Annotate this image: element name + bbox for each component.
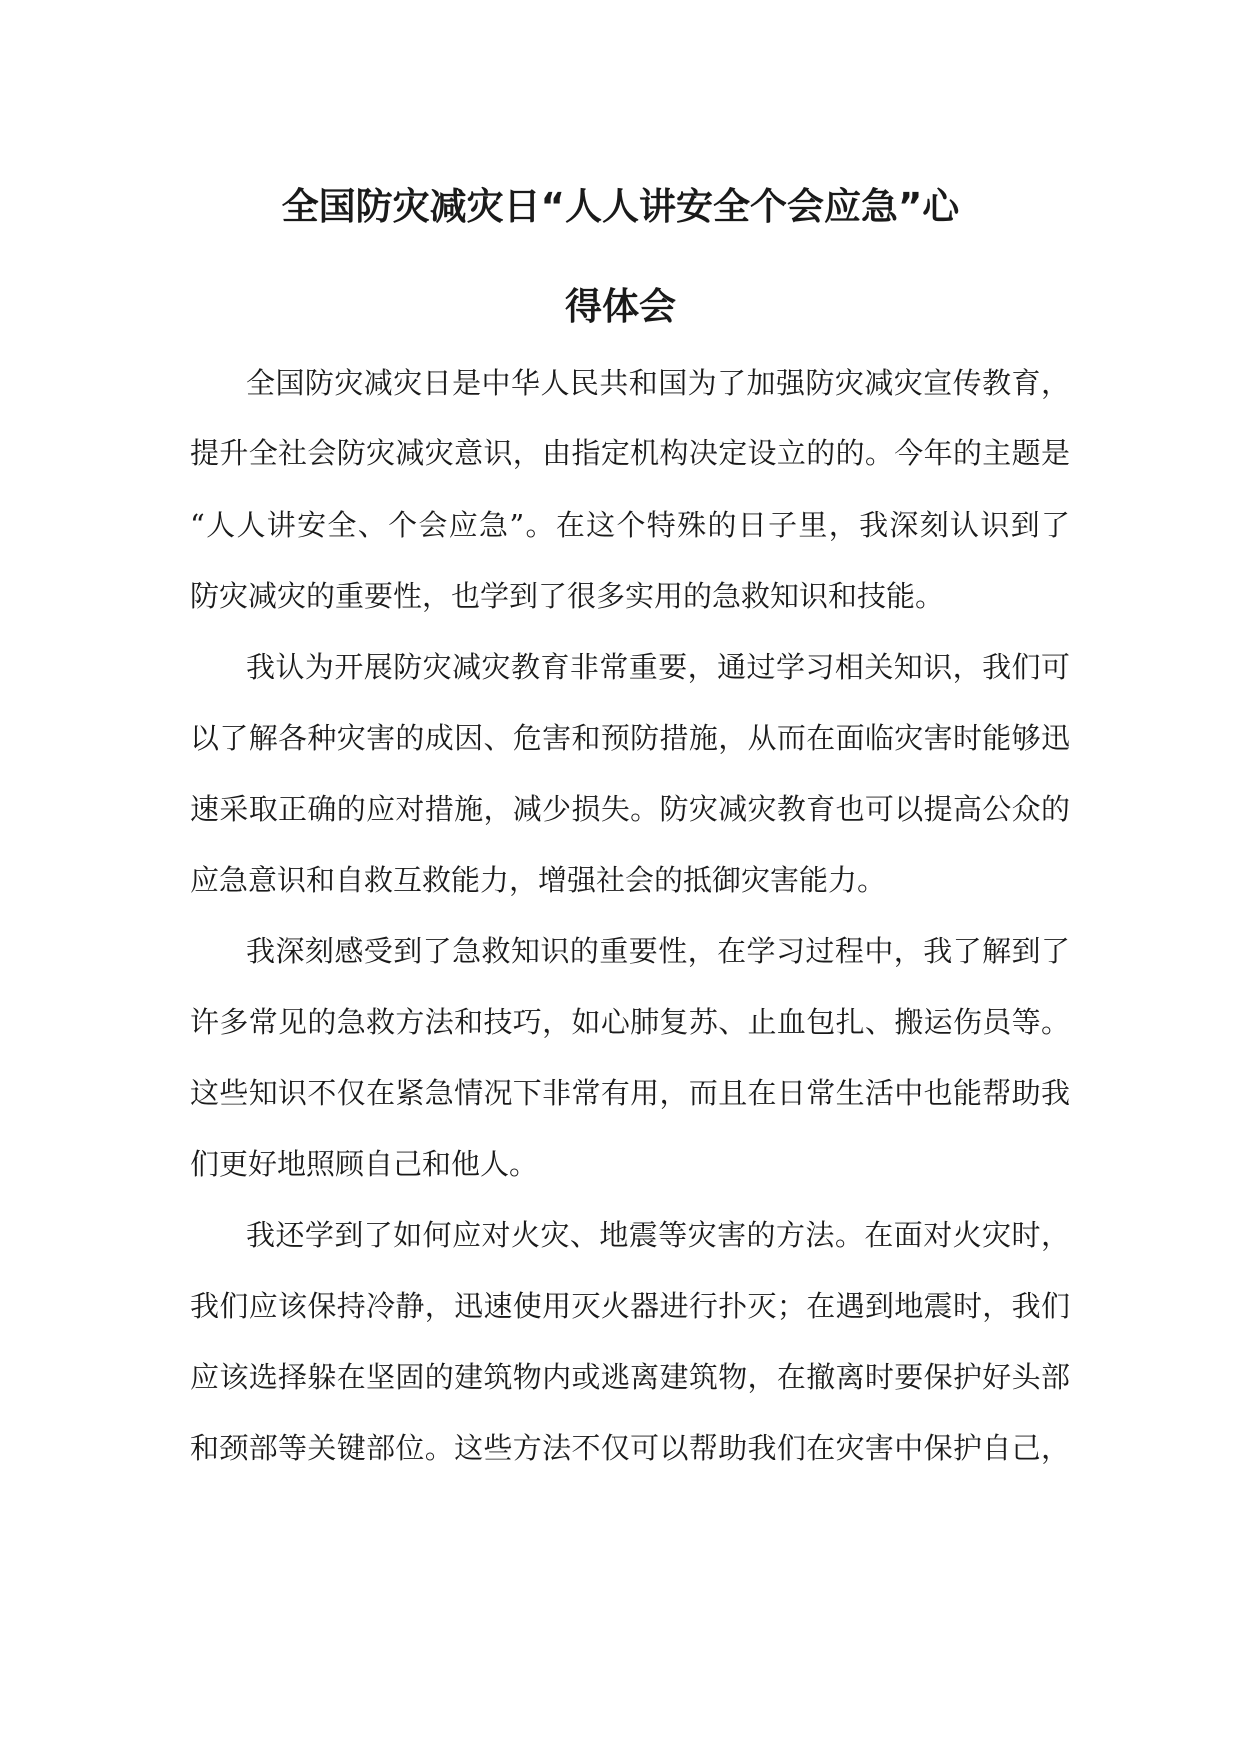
paragraph-3-line-1: 我深刻感受到了急救知识的重要性，在学习过程中，我了解到了 [246,934,1070,968]
paragraph-2-line-2: 以了解各种灾害的成因、危害和预防措施，从而在面临灾害时能够迅 [190,721,1070,755]
paragraph-3-line-3: 这些知识不仅在紧急情况下非常有用，而且在日常生活中也能帮助我 [190,1076,1070,1110]
paragraph-4-line-2: 我们应该保持冷静，迅速使用灭火器进行扑灭；在遇到地震时，我们 [190,1289,1070,1323]
document-title-line-2: 得体会 [565,285,676,328]
paragraph-4-line-4: 和颈部等关键部位。这些方法不仅可以帮助我们在灾害中保护自己， [190,1431,1070,1465]
paragraph-2-line-3: 速采取正确的应对措施，减少损失。防灾减灾教育也可以提高公众的 [190,792,1070,826]
paragraph-4-line-3: 应该选择躲在坚固的建筑物内或逃离建筑物，在撤离时要保护好头部 [190,1360,1070,1394]
paragraph-2-line-4: 应急意识和自救互救能力，增强社会的抵御灾害能力。 [190,863,887,897]
paragraph-4-line-1: 我还学到了如何应对火灾、地震等灾害的方法。在面对火灾时， [246,1218,1070,1252]
paragraph-1-line-1: 全国防灾减灾日是中华人民共和国为了加强防灾减灾宣传教育， [246,366,1070,400]
paragraph-1-line-4: 防灾减灾的重要性，也学到了很多实用的急救知识和技能。 [190,579,945,613]
document-title-line-1: 全国防灾减灾日“人人讲安全个会应急”心 [281,185,960,228]
paragraph-1-line-3: “人人讲安全、个会应急”。在这个特殊的日子里，我深刻认识到了 [190,508,1070,542]
paragraph-3-line-4: 们更好地照顾自己和他人。 [190,1147,539,1181]
paragraph-1-line-2: 提升全社会防灾减灾意识，由指定机构决定设立的的。今年的主题是 [190,436,1070,470]
paragraph-3-line-2: 许多常见的急救方法和技巧，如心肺复苏、止血包扎、搬运伤员等。 [190,1005,1070,1039]
paragraph-2-line-1: 我认为开展防灾减灾教育非常重要，通过学习相关知识，我们可 [246,650,1070,684]
